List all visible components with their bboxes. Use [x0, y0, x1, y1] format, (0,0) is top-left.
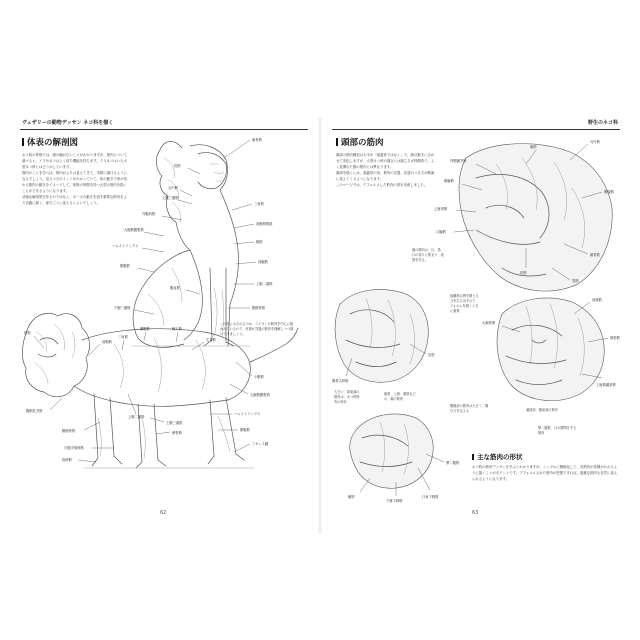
right-page — [326, 118, 626, 534]
caption: 顎二腹筋、口の開閉をする筋肉 — [538, 426, 577, 435]
fig-label: 顎二腹筋 — [446, 461, 460, 465]
fig-label: 頤筋 — [348, 495, 355, 499]
fig-label: 前頭筋 — [592, 298, 602, 302]
caption: 頬骨、上唇、頬筋などの、頬の筋肉 — [384, 392, 416, 401]
fig-label: 腓腹筋 — [120, 264, 130, 268]
fig-label: 下腿三頭筋 — [114, 306, 131, 310]
fig-label: 眼輪筋 — [444, 179, 454, 183]
fig-label: 三角筋 — [254, 202, 264, 206]
fig-label: 腓腹筋 — [240, 428, 250, 432]
paragraph: 筋肉のことを学べば、筋肉がよりは見えてきて、実際に描けるようになるでしょう。見るべきポイントがわかっていて、体の動きで形が変わる筋肉の動きをイメージして、体格の特徴を持つ大型の筋肉を描くことができるようになります。 — [22, 171, 128, 193]
fig-label: 大頬骨筋 — [482, 321, 496, 325]
fig-label: 胸筋 — [256, 240, 263, 244]
paragraph: このページでは、デフォルメした筋肉の図を用意しました。 — [336, 183, 428, 187]
fig-label: 上唇挙筋 — [434, 207, 448, 211]
caption: 咀嚼筋は顎を閉じる力を生み出すので、フォルムを描くときに重要 — [450, 294, 479, 313]
fig-label: 咬筋 — [24, 331, 31, 335]
fig-label: 前鋸筋 — [258, 260, 268, 264]
fig-label: 橈骨筋 — [172, 431, 182, 435]
callout-text: この図に示されるのは、ライオンの筋肉を中心に描かれているので、体格が共通の筋肉を理解しつつ描いてみましょう。 — [220, 322, 294, 336]
paragraph: ネコ科の骨格では、顔の幅が広いことがわかりますが、筋肉について調べると、イヌやネコはよく似た機能を持ちます。イヌネコはいろ大型ネコ科とはどうかしています。 — [22, 153, 128, 169]
fig-label: 笑筋 — [572, 279, 579, 283]
fig-label: 咬筋 — [174, 164, 181, 168]
fig-label: 頬筋 — [530, 145, 537, 149]
left-page — [14, 118, 314, 534]
fig-label: 三角筋 — [118, 335, 128, 339]
fig-label: 下唇下制筋 — [386, 499, 403, 503]
fig-label: 大円筋 — [168, 186, 178, 190]
fig-label: 広背筋 — [206, 338, 216, 342]
fig-label: ハムストリングス — [112, 244, 139, 248]
fig-label: 頬骨筋 — [252, 138, 262, 142]
section-title: 体表の解剖図 — [22, 138, 78, 148]
fig-label: 内側翼突筋 — [450, 159, 467, 163]
caption: 顔の筋肉は、目、鼻、口の周りに集まり、表情を作る。 — [412, 248, 444, 262]
page-number: 63 — [472, 510, 479, 516]
caption: 側頭部の筋肉は大きく、噛む力を支える — [450, 404, 489, 413]
fig-label: 大腿筋膜張筋 — [124, 228, 144, 232]
fig-label: 腕橈骨筋 — [62, 429, 76, 433]
fig-label: 上腕二頭筋 — [128, 415, 145, 419]
fig-label: 指伸筋 — [62, 458, 72, 462]
fig-label: 棘下筋 — [172, 327, 182, 331]
fig-label: 腕橈骨筋 — [252, 306, 266, 310]
fig-label: 大腿筋膜張筋 — [250, 393, 270, 397]
paragraph: 頭部を描くには、頭蓋骨の形、筋肉の位置、皮膚のつき方が順番に見えてくるようになります。 — [336, 171, 435, 181]
fig-label: 尺側手根伸筋 — [64, 446, 84, 450]
fig-label: 胸骨舌骨筋 — [332, 379, 349, 383]
fig-label: 外腹斜筋 — [142, 212, 156, 216]
caption: 大きい、鼻前面の筋肉は、ネコ科特有の形状 — [334, 390, 360, 404]
sub-title: 主な筋肉の形状 — [472, 452, 523, 462]
caption: 頭頂部、額前面の筋肉 — [526, 408, 558, 412]
fig-label: 口輪筋 — [436, 230, 446, 234]
fig-label: 上腕三頭筋 — [162, 196, 179, 200]
running-head: 野生のネコ科 — [587, 120, 618, 126]
fig-label: ハムストリングス — [234, 412, 261, 416]
fig-label: 前胸筋 — [102, 340, 112, 344]
fig-label: 上唇鼻翼挙筋 — [596, 383, 616, 387]
fig-label: 小殿筋 — [254, 375, 264, 379]
page-number: 62 — [160, 510, 167, 516]
fig-label: 鼻根筋 — [610, 336, 620, 340]
running-head: ヴェザリーの動物デッサン ネコ科を描く — [22, 120, 114, 126]
fig-label: 咬筋 — [520, 271, 527, 275]
fig-label: 耳介筋 — [590, 140, 600, 144]
fig-label: 胸鎖乳突筋 — [26, 409, 43, 413]
paragraph: 頭部の筋肉構造は大半が「頭蓋骨ではなく」で、顔の動きに合わせて変化しますが、大型ネコ科の場合には顔立ちが特徴的で、よく見慣れた猫の筋肉とは異なります。 — [336, 153, 435, 169]
fig-label: 僧帽筋 — [140, 327, 150, 331]
fig-label: 前腕伸筋群 — [256, 222, 273, 226]
fig-label: 側頭筋 — [604, 190, 614, 194]
sub-body-text: ネコ科の筋肉デッサンを学ぶとわかりますが、シンプルに簡略化して、各筋肉が体積がわかるように描くことがポイントです。デフォルメされた筋肉が把握できれば、複雑な筋肉も自然に捉えられるようになります。 — [472, 465, 618, 481]
fig-label: 腹直筋 — [170, 286, 180, 290]
fig-label: 上腕三頭筋 — [166, 421, 183, 425]
fig-label: 皮筋 — [428, 353, 435, 357]
fig-label: 頬骨筋 — [590, 253, 600, 257]
fig-label: 口角下制筋 — [422, 495, 439, 499]
section-title: 頭部の筋肉 — [336, 138, 384, 148]
fig-label: 上腕二頭筋 — [256, 282, 273, 286]
paragraph: 評価な解剖図を作るのではなく、ポーズの動きを表す重要な筋肉をより正確に描く、部分ごとに捉えるとよいでしょう。 — [22, 195, 127, 205]
gutter — [318, 118, 322, 534]
fig-label: アキレス腱 — [252, 442, 269, 446]
